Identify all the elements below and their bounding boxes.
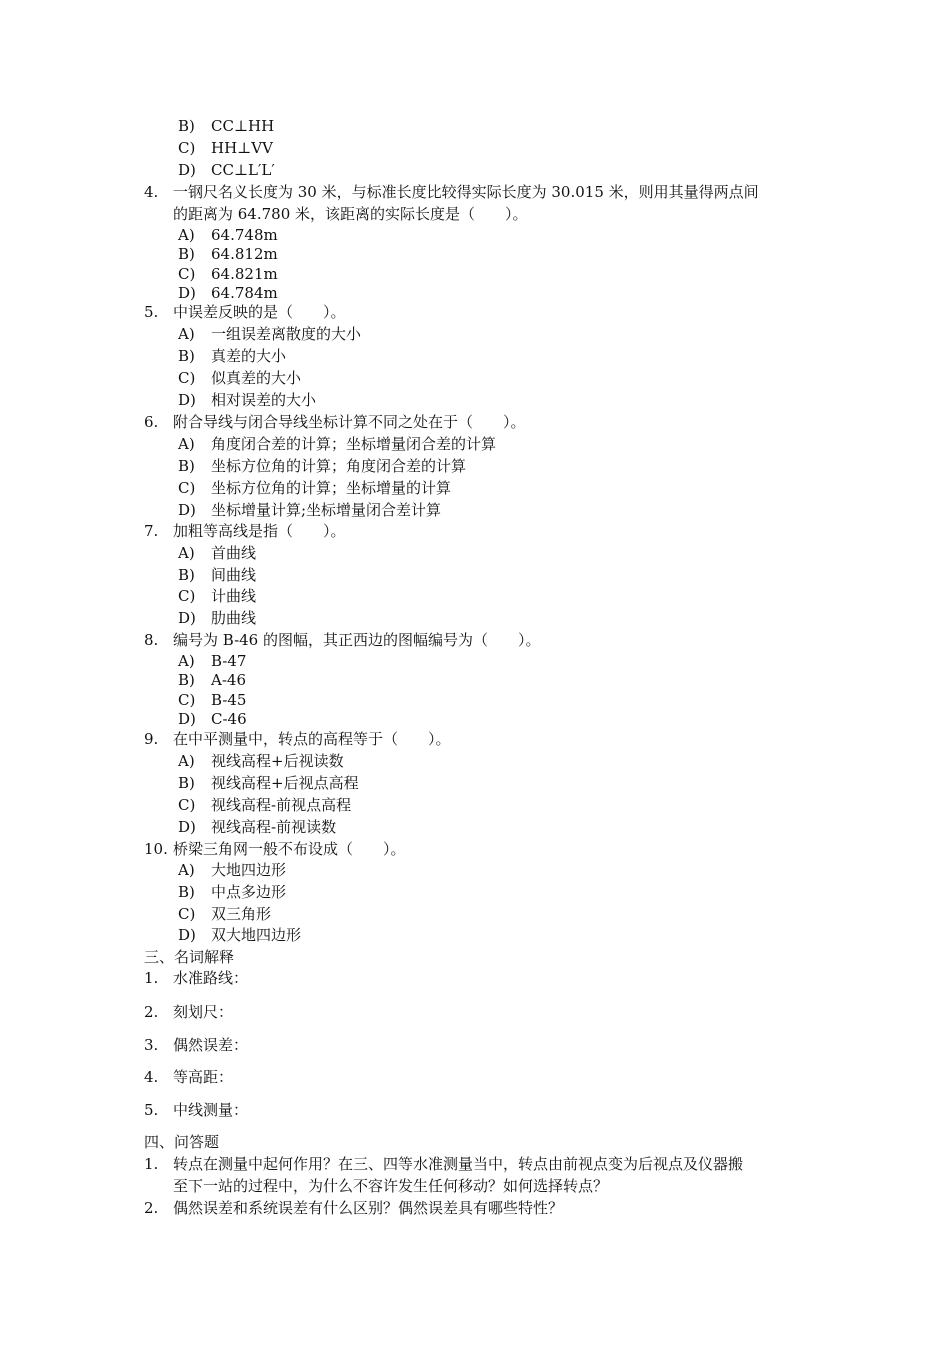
option-label: A) <box>178 325 195 343</box>
option-label: A) <box>178 861 195 879</box>
option-text: 双三角形 <box>211 905 272 923</box>
question-number: 7. <box>144 522 159 540</box>
term-number: 4. <box>144 1068 159 1086</box>
qa-number: 1. <box>144 1155 159 1173</box>
option-text: 相对误差的大小 <box>211 391 317 409</box>
option-text: 角度闭合差的计算；坐标增量闭合差的计算 <box>211 435 497 453</box>
option-label: A) <box>178 652 195 670</box>
option-text: 坐标方位角的计算；角度闭合差的计算 <box>211 457 467 475</box>
option-text: B-47 <box>211 652 247 670</box>
term-text: 刻划尺： <box>173 1003 234 1021</box>
option-text: 64.821m <box>211 265 278 283</box>
question-number: 5. <box>144 303 159 321</box>
option-text: 一组误差离散度的大小 <box>211 325 362 343</box>
question-number: 4. <box>144 183 159 201</box>
option-text: 坐标方位角的计算；坐标增量的计算 <box>211 479 452 497</box>
option-label: C) <box>178 265 196 283</box>
option-text: 64.748m <box>211 226 278 244</box>
option-text: 视线高程+后视读数 <box>211 752 344 770</box>
question-text: 在中平测量中，转点的高程等于（ ）。 <box>173 730 451 748</box>
question-text: 加粗等高线是指（ ）。 <box>173 522 346 540</box>
question-text: 附合导线与闭合导线坐标计算不同之处在于（ ）。 <box>173 413 526 431</box>
option-text: 间曲线 <box>211 566 257 584</box>
option-label: D) <box>178 161 196 179</box>
option-text: 大地四边形 <box>211 861 287 879</box>
question-text: 一钢尺名义长度为 30 米，与标准长度比较得实际长度为 30.015 米，则用其量得两点间 <box>173 183 759 201</box>
option-label: A) <box>178 435 195 453</box>
option-label: B) <box>178 671 195 689</box>
option-label: D) <box>178 609 196 627</box>
term-text: 水准路线： <box>173 969 249 987</box>
option-label: A) <box>178 544 195 562</box>
question-number: 8. <box>144 631 159 649</box>
question-number: 10. <box>144 840 168 858</box>
option-label: B) <box>178 883 195 901</box>
option-label: C) <box>178 905 196 923</box>
option-label: B) <box>178 774 195 792</box>
option-text: 双大地四边形 <box>211 926 302 944</box>
option-text: 坐标增量计算;坐标增量闭合差计算 <box>211 501 442 519</box>
option-label: C) <box>178 479 196 497</box>
qa-text: 偶然误差和系统误差有什么区别？偶然误差具有哪些特性？ <box>173 1199 564 1217</box>
question-text: 的距离为 64.780 米，该距离的实际长度是（ ）。 <box>173 205 528 223</box>
option-label: D) <box>178 710 196 728</box>
option-text: 中点多边形 <box>211 883 287 901</box>
option-text: 首曲线 <box>211 544 257 562</box>
option-label: D) <box>178 391 196 409</box>
option-label: B) <box>178 566 195 584</box>
qa-text: 转点在测量中起何作用？在三、四等水准测量当中，转点由前视点变为后视点及仪器搬 <box>173 1155 744 1173</box>
question-text: 中误差反映的是（ ）。 <box>173 303 346 321</box>
option-text: A-46 <box>211 671 246 689</box>
option-text: 计曲线 <box>211 587 257 605</box>
option-label: B) <box>178 347 195 365</box>
term-text: 等高距： <box>173 1068 234 1086</box>
option-text: 视线高程+后视点高程 <box>211 774 359 792</box>
option-label: C) <box>178 587 196 605</box>
option-label: A) <box>178 752 195 770</box>
section-title: 四、问答题 <box>144 1133 220 1151</box>
option-text: B-45 <box>211 691 247 709</box>
term-number: 5. <box>144 1101 159 1119</box>
option-label: A) <box>178 226 195 244</box>
question-text: 桥梁三角网一般不布设成（ ）。 <box>173 840 406 858</box>
option-label: C) <box>178 691 196 709</box>
option-text: 64.812m <box>211 245 278 263</box>
option-text: CC⊥HH <box>211 117 275 135</box>
option-label: C) <box>178 796 196 814</box>
term-text: 中线测量： <box>173 1101 249 1119</box>
option-text: 视线高程-前视读数 <box>211 818 337 836</box>
option-text: 真差的大小 <box>211 347 287 365</box>
question-number: 9. <box>144 730 159 748</box>
option-label: C) <box>178 139 196 157</box>
option-label: D) <box>178 926 196 944</box>
option-label: D) <box>178 501 196 519</box>
option-text: C-46 <box>211 710 247 728</box>
qa-text: 至下一站的过程中，为什么不容许发生任何移动？如何选择转点？ <box>173 1177 609 1195</box>
option-label: D) <box>178 284 196 302</box>
term-number: 1. <box>144 969 159 987</box>
qa-number: 2. <box>144 1199 159 1217</box>
option-text: 64.784m <box>211 284 278 302</box>
term-text: 偶然误差： <box>173 1036 249 1054</box>
option-label: B) <box>178 457 195 475</box>
term-number: 3. <box>144 1036 159 1054</box>
option-text: 肋曲线 <box>211 609 257 627</box>
question-text: 编号为 B-46 的图幅，其正西边的图幅编号为（ ）。 <box>173 631 541 649</box>
option-text: 似真差的大小 <box>211 369 302 387</box>
section-title: 三、名词解释 <box>144 948 235 966</box>
option-text: HH⊥VV <box>211 139 273 157</box>
option-label: C) <box>178 369 196 387</box>
option-text: 视线高程-前视点高程 <box>211 796 352 814</box>
option-label: B) <box>178 245 195 263</box>
term-number: 2. <box>144 1003 159 1021</box>
option-text: CC⊥L′L′ <box>211 161 275 179</box>
question-number: 6. <box>144 413 159 431</box>
option-label: B) <box>178 117 195 135</box>
option-label: D) <box>178 818 196 836</box>
